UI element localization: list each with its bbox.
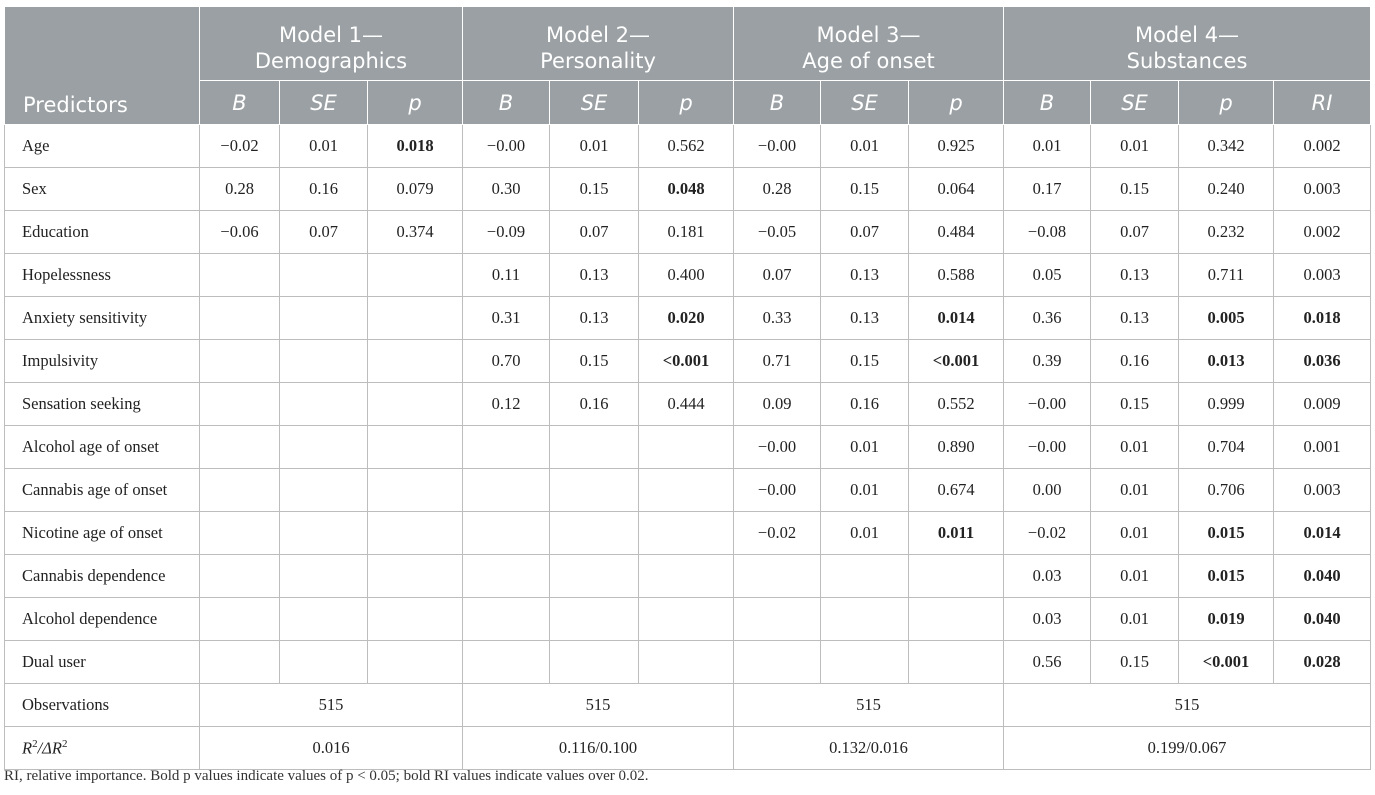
m3-b-cell: −0.00	[734, 469, 821, 512]
m3-b-cell	[734, 555, 821, 598]
col-p: p	[368, 81, 463, 125]
m3-se-cell: 0.15	[821, 340, 909, 383]
table-row	[5, 641, 1371, 684]
m2-se-cell: 0.07	[550, 211, 639, 254]
m3-se-cell: 0.01	[821, 426, 909, 469]
m2-se-cell	[550, 469, 639, 512]
m3-p-cell: 0.588	[909, 254, 1004, 297]
m4-ri-cell: 0.040	[1274, 555, 1371, 598]
m2-p-cell: 0.444	[639, 383, 734, 426]
m4-se-cell: 0.01	[1091, 426, 1179, 469]
m1-p-cell	[368, 555, 463, 598]
m2-p-cell: 0.020	[639, 297, 734, 340]
table-row	[5, 254, 1371, 297]
m1-p-cell	[368, 340, 463, 383]
table-row	[5, 168, 1371, 211]
col-b: B	[1004, 81, 1091, 125]
m2-b-cell: 0.31	[463, 297, 550, 340]
table-header	[5, 7, 1371, 125]
m4-b-cell: −0.02	[1004, 512, 1091, 555]
m4-ri-cell: 0.014	[1274, 512, 1371, 555]
m4-p-cell: 0.704	[1179, 426, 1274, 469]
m2-b-cell: 0.12	[463, 383, 550, 426]
m3-p-cell: 0.925	[909, 125, 1004, 168]
m2-se-cell	[550, 426, 639, 469]
r2-m1: 0.016	[200, 727, 463, 770]
m4-b-cell: 0.39	[1004, 340, 1091, 383]
m1-se-cell: 0.16	[280, 168, 368, 211]
m3-se-cell: 0.01	[821, 469, 909, 512]
m1-se-cell	[280, 555, 368, 598]
m3-p-cell	[909, 598, 1004, 641]
m1-b-cell	[200, 426, 280, 469]
m4-p-cell: 0.342	[1179, 125, 1274, 168]
table-row	[5, 555, 1371, 598]
col-se: SE	[821, 81, 909, 125]
m1-b-cell	[200, 297, 280, 340]
m3-b-cell: 0.09	[734, 383, 821, 426]
m1-p-cell	[368, 469, 463, 512]
m1-se-cell	[280, 340, 368, 383]
m2-se-cell	[550, 641, 639, 684]
row-label: Age	[5, 125, 200, 168]
m4-ri-cell: 0.002	[1274, 211, 1371, 254]
m1-b-cell	[200, 254, 280, 297]
row-label: Alcohol dependence	[5, 598, 200, 641]
row-label: Impulsivity	[5, 340, 200, 383]
m4-p-cell: 0.015	[1179, 555, 1274, 598]
observations-m1: 515	[200, 684, 463, 727]
m1-p-cell	[368, 426, 463, 469]
m4-p-cell: 0.240	[1179, 168, 1274, 211]
m3-se-cell: 0.01	[821, 125, 909, 168]
m1-se-cell	[280, 641, 368, 684]
m4-b-cell: 0.36	[1004, 297, 1091, 340]
m2-b-cell	[463, 641, 550, 684]
col-b: B	[463, 81, 550, 125]
table-row	[5, 512, 1371, 555]
m3-p-cell: 0.674	[909, 469, 1004, 512]
m3-p-cell: <0.001	[909, 340, 1004, 383]
table-row	[5, 297, 1371, 340]
m4-b-cell: 0.03	[1004, 555, 1091, 598]
model-4-header: Model 4— Substances	[1004, 7, 1371, 81]
m1-p-cell	[368, 598, 463, 641]
m3-se-cell	[821, 555, 909, 598]
m2-p-cell	[639, 641, 734, 684]
m1-b-cell: −0.02	[200, 125, 280, 168]
r2-m3: 0.132/0.016	[734, 727, 1004, 770]
m3-b-cell: 0.28	[734, 168, 821, 211]
m1-se-cell: 0.01	[280, 125, 368, 168]
m4-b-cell: 0.01	[1004, 125, 1091, 168]
m4-b-cell: 0.00	[1004, 469, 1091, 512]
row-label: Anxiety sensitivity	[5, 297, 200, 340]
col-p: p	[909, 81, 1004, 125]
col-se: SE	[280, 81, 368, 125]
m2-b-cell: 0.30	[463, 168, 550, 211]
m1-b-cell	[200, 641, 280, 684]
m1-p-cell: 0.079	[368, 168, 463, 211]
m2-b-cell	[463, 512, 550, 555]
observations-m2: 515	[463, 684, 734, 727]
m2-p-cell	[639, 426, 734, 469]
m1-se-cell	[280, 297, 368, 340]
row-label: Nicotine age of onset	[5, 512, 200, 555]
m1-se-cell	[280, 383, 368, 426]
subheader-row	[5, 81, 1371, 125]
model-2-header: Model 2— Personality	[463, 7, 734, 81]
m4-se-cell: 0.01	[1091, 598, 1179, 641]
m1-se-cell	[280, 469, 368, 512]
m3-b-cell: −0.00	[734, 125, 821, 168]
predictors-header: Predictors	[5, 7, 200, 125]
model-header-row	[5, 7, 1371, 81]
observations-m4: 515	[1004, 684, 1371, 727]
m2-b-cell: −0.09	[463, 211, 550, 254]
m4-se-cell: 0.13	[1091, 297, 1179, 340]
m3-p-cell: 0.890	[909, 426, 1004, 469]
m1-b-cell	[200, 555, 280, 598]
m2-p-cell: <0.001	[639, 340, 734, 383]
m3-se-cell: 0.01	[821, 512, 909, 555]
m4-se-cell: 0.15	[1091, 641, 1179, 684]
col-p: p	[639, 81, 734, 125]
m1-p-cell	[368, 254, 463, 297]
table-row	[5, 383, 1371, 426]
m2-se-cell: 0.15	[550, 168, 639, 211]
m3-b-cell: −0.05	[734, 211, 821, 254]
regression-table	[4, 6, 1371, 770]
m4-ri-cell: 0.003	[1274, 168, 1371, 211]
model-1-header: Model 1— Demographics	[200, 7, 463, 81]
m1-se-cell: 0.07	[280, 211, 368, 254]
row-label: Cannabis age of onset	[5, 469, 200, 512]
table-body	[5, 125, 1371, 770]
m2-p-cell: 0.562	[639, 125, 734, 168]
m4-ri-cell: 0.003	[1274, 254, 1371, 297]
m1-b-cell	[200, 512, 280, 555]
m2-se-cell: 0.13	[550, 297, 639, 340]
row-label: Hopelessness	[5, 254, 200, 297]
table-row	[5, 598, 1371, 641]
m4-b-cell: 0.05	[1004, 254, 1091, 297]
r2-m4: 0.199/0.067	[1004, 727, 1371, 770]
m4-p-cell: 0.706	[1179, 469, 1274, 512]
m3-se-cell: 0.15	[821, 168, 909, 211]
m4-ri-cell: 0.036	[1274, 340, 1371, 383]
m2-se-cell	[550, 555, 639, 598]
table-row	[5, 340, 1371, 383]
m3-b-cell	[734, 598, 821, 641]
observations-row	[5, 684, 1371, 727]
m4-ri-cell: 0.002	[1274, 125, 1371, 168]
m1-p-cell: 0.374	[368, 211, 463, 254]
m3-p-cell	[909, 641, 1004, 684]
m3-se-cell: 0.16	[821, 383, 909, 426]
col-b: B	[734, 81, 821, 125]
col-ri: RI	[1274, 81, 1371, 125]
m1-b-cell: 0.28	[200, 168, 280, 211]
m4-ri-cell: 0.001	[1274, 426, 1371, 469]
row-label: Observations	[5, 684, 200, 727]
m2-se-cell: 0.16	[550, 383, 639, 426]
m3-b-cell: −0.00	[734, 426, 821, 469]
m1-p-cell	[368, 641, 463, 684]
table-row	[5, 426, 1371, 469]
r2-m2: 0.116/0.100	[463, 727, 734, 770]
m4-p-cell: 0.019	[1179, 598, 1274, 641]
row-label: Cannabis dependence	[5, 555, 200, 598]
row-label: Dual user	[5, 641, 200, 684]
m4-se-cell: 0.01	[1091, 555, 1179, 598]
m4-p-cell: 0.711	[1179, 254, 1274, 297]
m2-se-cell	[550, 598, 639, 641]
m3-p-cell: 0.552	[909, 383, 1004, 426]
m4-se-cell: 0.01	[1091, 512, 1179, 555]
m3-se-cell: 0.07	[821, 211, 909, 254]
row-label: Sex	[5, 168, 200, 211]
m3-p-cell: 0.484	[909, 211, 1004, 254]
m2-se-cell: 0.15	[550, 340, 639, 383]
m3-b-cell: 0.71	[734, 340, 821, 383]
m1-p-cell: 0.018	[368, 125, 463, 168]
m4-b-cell: −0.08	[1004, 211, 1091, 254]
m4-ri-cell: 0.028	[1274, 641, 1371, 684]
m4-se-cell: 0.16	[1091, 340, 1179, 383]
m1-p-cell	[368, 297, 463, 340]
m1-se-cell	[280, 254, 368, 297]
m1-b-cell	[200, 598, 280, 641]
m3-se-cell: 0.13	[821, 297, 909, 340]
table-row	[5, 211, 1371, 254]
m1-p-cell	[368, 383, 463, 426]
m4-se-cell: 0.01	[1091, 125, 1179, 168]
row-label: Sensation seeking	[5, 383, 200, 426]
m3-se-cell: 0.13	[821, 254, 909, 297]
m3-p-cell: 0.064	[909, 168, 1004, 211]
m4-b-cell: 0.17	[1004, 168, 1091, 211]
m4-se-cell: 0.07	[1091, 211, 1179, 254]
m4-b-cell: −0.00	[1004, 383, 1091, 426]
m2-p-cell	[639, 598, 734, 641]
m2-p-cell	[639, 512, 734, 555]
m2-p-cell: 0.048	[639, 168, 734, 211]
m4-b-cell: 0.03	[1004, 598, 1091, 641]
m2-se-cell	[550, 512, 639, 555]
m4-ri-cell: 0.040	[1274, 598, 1371, 641]
m2-p-cell	[639, 469, 734, 512]
m2-b-cell: −0.00	[463, 125, 550, 168]
table-row	[5, 469, 1371, 512]
m4-ri-cell: 0.003	[1274, 469, 1371, 512]
m4-p-cell: 0.999	[1179, 383, 1274, 426]
m2-p-cell: 0.181	[639, 211, 734, 254]
table-row	[5, 125, 1371, 168]
m4-se-cell: 0.15	[1091, 168, 1179, 211]
m2-b-cell	[463, 426, 550, 469]
m4-se-cell: 0.01	[1091, 469, 1179, 512]
m2-se-cell: 0.13	[550, 254, 639, 297]
row-label: $R^2/\Delta R^2$	[5, 727, 200, 770]
m3-b-cell: 0.33	[734, 297, 821, 340]
m4-se-cell: 0.15	[1091, 383, 1179, 426]
m3-b-cell: 0.07	[734, 254, 821, 297]
m4-p-cell: 0.232	[1179, 211, 1274, 254]
m1-se-cell	[280, 512, 368, 555]
m3-b-cell	[734, 641, 821, 684]
m3-b-cell: −0.02	[734, 512, 821, 555]
m2-b-cell: 0.11	[463, 254, 550, 297]
observations-m3: 515	[734, 684, 1004, 727]
m1-se-cell	[280, 598, 368, 641]
m2-b-cell: 0.70	[463, 340, 550, 383]
m4-b-cell: 0.56	[1004, 641, 1091, 684]
m1-b-cell	[200, 383, 280, 426]
r2-row	[5, 727, 1371, 770]
model-3-header: Model 3— Age of onset	[734, 7, 1004, 81]
m4-p-cell: 0.013	[1179, 340, 1274, 383]
m1-p-cell	[368, 512, 463, 555]
m2-b-cell	[463, 469, 550, 512]
m4-p-cell: 0.015	[1179, 512, 1274, 555]
m1-b-cell	[200, 340, 280, 383]
col-b: B	[200, 81, 280, 125]
col-p: p	[1179, 81, 1274, 125]
m4-p-cell: <0.001	[1179, 641, 1274, 684]
m2-p-cell: 0.400	[639, 254, 734, 297]
m3-p-cell: 0.011	[909, 512, 1004, 555]
m2-p-cell	[639, 555, 734, 598]
m1-b-cell: −0.06	[200, 211, 280, 254]
m2-b-cell	[463, 555, 550, 598]
table-footnote: RI, relative importance. Bold p values indicate values of p < 0.05; bold RI values indicate values over 0.02.	[4, 768, 649, 784]
m3-p-cell	[909, 555, 1004, 598]
m1-se-cell	[280, 426, 368, 469]
m1-b-cell	[200, 469, 280, 512]
row-label: Alcohol age of onset	[5, 426, 200, 469]
m4-se-cell: 0.13	[1091, 254, 1179, 297]
m4-b-cell: −0.00	[1004, 426, 1091, 469]
m3-se-cell	[821, 641, 909, 684]
m4-ri-cell: 0.009	[1274, 383, 1371, 426]
m4-p-cell: 0.005	[1179, 297, 1274, 340]
m2-se-cell: 0.01	[550, 125, 639, 168]
m3-se-cell	[821, 598, 909, 641]
m4-ri-cell: 0.018	[1274, 297, 1371, 340]
row-label: Education	[5, 211, 200, 254]
m2-b-cell	[463, 598, 550, 641]
m3-p-cell: 0.014	[909, 297, 1004, 340]
col-se: SE	[1091, 81, 1179, 125]
col-se: SE	[550, 81, 639, 125]
